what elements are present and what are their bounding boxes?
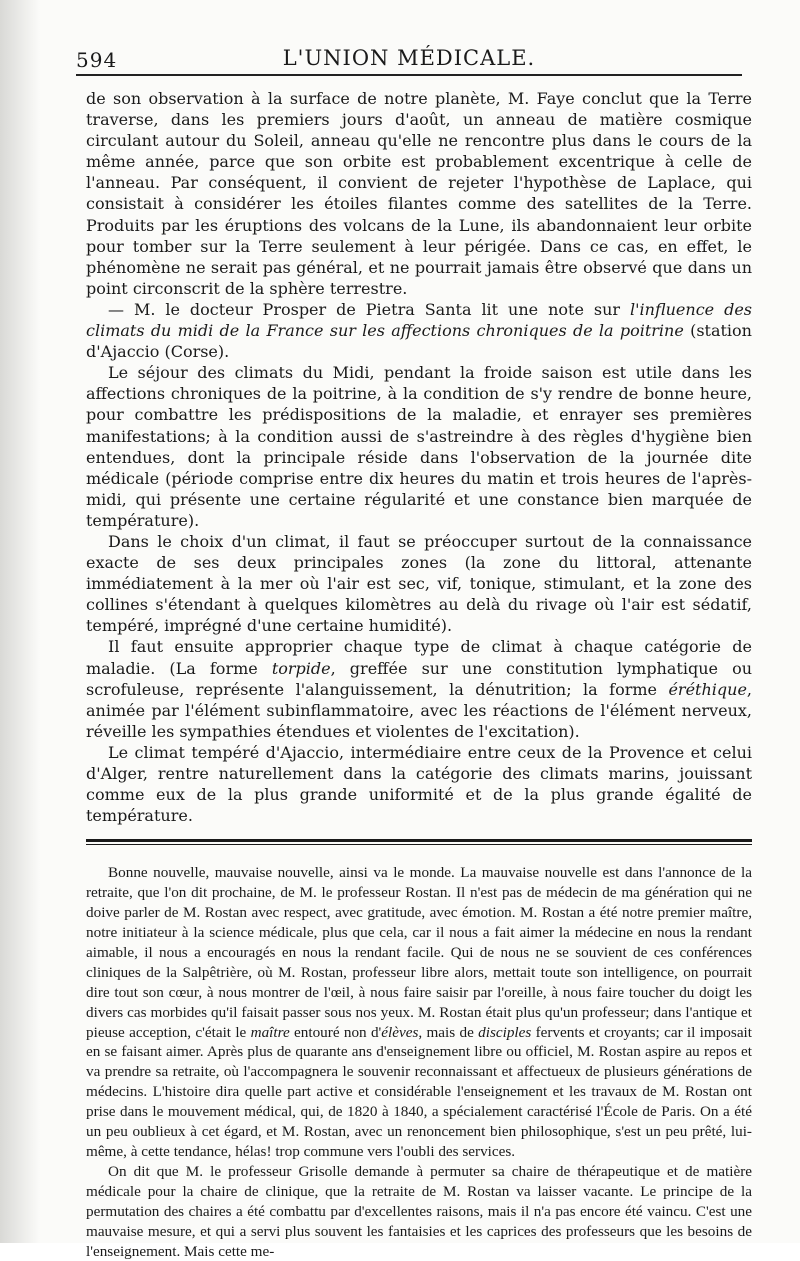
rostan-text-d: fervents et croyants; car il imposait en se faisant aimer. Après plus de quarante ans d'enseignement libre ou officiel, M. Rostan aspire au repos et va prendre sa retraite, où l'accompagnera le souvenir reconnaissant et affectueux de plusieurs générations de médecins. L'histoire dira quelle part active et considérable l'enseignement et les travaux de M. Rostan ont prise dans le mouvement médical, qui, de 1820 à 1840, a spécialement caractérisé l'École de Paris. On a été un peu oublieux à cet égard, et M. Rostan, avec un renoncement bien philosophique, s'est un peu prêté, lui-même, à cette tendance, hélas! trop commune vers l'oubli des services. <box>86 1023 752 1160</box>
pietra-santa-text-b: (station d'Ajaccio (Corse). <box>86 321 752 362</box>
types-text-c: , animée par l'élément subinflammatoire, avec les réactions de l'élément nerveux, réveille les sympathies étendues et violentes de l'excitation). <box>86 679 752 741</box>
feuilleton-section <box>86 863 752 1261</box>
journal-title: L'UNION MÉDICALE. <box>282 46 536 70</box>
note-title: l'influence des climats du midi de la France sur les affections chroniques de la poitrine <box>86 299 752 341</box>
paragraph-types-climat <box>86 636 752 741</box>
section-rule-thin <box>86 844 752 845</box>
paragraph-sejour: Le séjour des climats du Midi, pendant la froide saison est utile dans les affections chroniques de la poitrine, à la condition de s'y rendre de bonne heure, pour combattre les prédispositions de la maladie, et enrayer ses premières manifestations; à la condition aussi de s'astreindre à des règles d'hygiène bien entendues, dont la principale réside dans l'observation de la journée dite médicale (période comprise entre dix heures du matin et trois heures de l'après-midi, qui présente une certaine régularité et une constance bien marquée de température). <box>86 363 752 530</box>
pietra-santa-text-a: — M. le docteur Prosper de Pietra Santa lit une note sur <box>108 299 630 319</box>
term-erethique: éréthique <box>668 679 747 699</box>
paragraph-ajaccio: Le climat tempéré d'Ajaccio, intermédiaire entre ceux de la Provence et celui d'Alger, rentre naturellement dans la catégorie des climats marins, jouissant comme eux de la plus grande uniformité et de la plus grande égalité de température. <box>86 742 752 826</box>
term-eleves: élèves <box>381 1023 419 1041</box>
section-rule-thick <box>86 839 752 842</box>
paragraph-grisolle: On dit que M. le professeur Grisolle demande à permuter sa chaire de thérapeutique et de matière médicale pour la chaire de clinique, que la retraite de M. Rostan va laisser vacante. Le principe de la permutation des chaires a été combattu par d'excellentes raisons, mais il n'a pas encore été vaincu. C'est une mauvaise mesure, et qui a servi plus souvent les fantaisies et les caprices des professeurs que les besoins de l'enseignement. Mais cette me- <box>86 1162 752 1260</box>
page-number: 594 <box>76 48 118 72</box>
types-text-a: Il faut ensuite approprier chaque type de climat à chaque catégorie de maladie. (La forme <box>86 637 752 678</box>
page-header <box>76 44 742 76</box>
paragraph-faye: de son observation à la surface de notre planète, M. Faye conclut que la Terre traverse, dans les premiers jours d'août, un anneau de matière cosmique circulant autour du Soleil, anneau qu'elle ne rencontre plus dans le cours de la même année, parce que son orbite est probablement excentrique à celle de l'anneau. Par conséquent, il convient de rejeter l'hypothèse de Laplace, qui consistait à considérer les étoiles filantes comme des satellites de la Terre. Produits par les éruptions des volcans de la Lune, ils abandonnaient leur orbite pour tomber sur la Terre seulement à leur périgée. Dans ce cas, en effet, le phénomène ne serait pas général, et ne pourrait jamais être observé que dans un point circonscrit de la sphère terrestre. <box>86 89 752 298</box>
term-maitre: maître <box>250 1023 290 1041</box>
rostan-text-c: , mais de <box>418 1023 479 1041</box>
rostan-text-b: entouré non d' <box>289 1023 382 1041</box>
types-text-b: , greffée sur une constitution lymphatique ou scrofuleuse, représente l'alanguissement, la dénutrition; la forme <box>86 658 753 699</box>
rostan-text-a: Bonne nouvelle, mauvaise nouvelle, ainsi va le monde. La mauvaise nouvelle est dans l'annonce de la retraite, que l'on dit prochaine, de M. le professeur Rostan. Il n'est pas de médecin de ma génération qui ne doive parler de M. Rostan avec respect, avec gratitude, avec émotion. M. Rostan a été notre premier maître, notre initiateur à la science médicale, plus que cela, car il nous a fait aimer la médecine en nous la rendant aimable, il nous a encouragés en nous la rendant facile. Qui de nous ne se souvient de ces conférences cliniques de la Salpêtrière, où M. Rostan, professeur libre alors, mettait toute son intelligence, on pourrait dire tout son cœur, à nous montrer de l'œil, à nous faire saisir par l'oreille, à nous faire toucher du doigt les divers cas morbides qu'il faisait passer sous nos yeux. M. Rostan était plus qu'un professeur; dans l'antique et pieuse acception, c'était le <box>86 864 752 1041</box>
term-torpide: torpide <box>271 658 331 678</box>
upper-section <box>86 88 752 826</box>
paragraph-choix-climat: Dans le choix d'un climat, il faut se préoccuper surtout de la connaissance exacte de ses deux principales zones (la zone du littoral, attenante immédiatement à la mer où l'air est sec, vif, tonique, stimulant, et la zone des collines s'étendant à quelques kilomètres au delà du rivage où l'air est sédatif, tempéré, imprégné d'une certaine humidité). <box>86 531 752 636</box>
paragraph-rostan <box>86 863 752 1162</box>
paragraph-pietra-santa <box>86 299 752 362</box>
term-disciples: disciples <box>478 1023 532 1041</box>
